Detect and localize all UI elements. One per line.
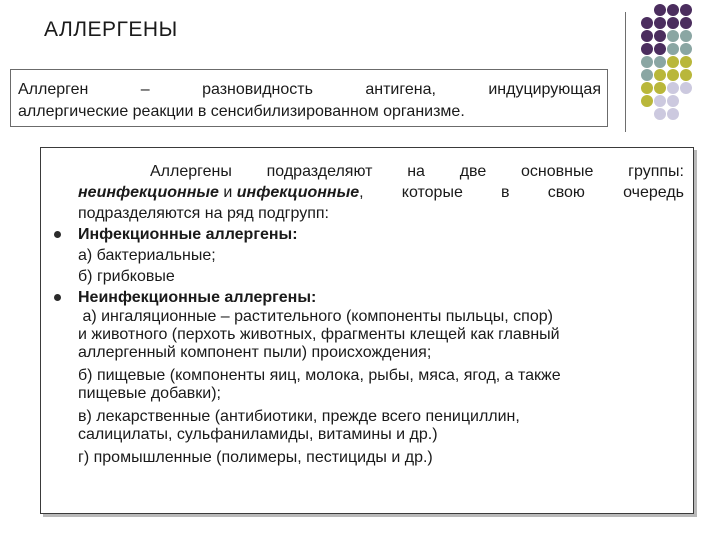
decorative-dot: [641, 30, 653, 42]
decorative-dot: [680, 56, 692, 68]
decorative-dot: [680, 30, 692, 42]
and-word: и: [218, 184, 237, 201]
decorative-dot: [641, 95, 653, 107]
decorative-dot: [680, 82, 692, 94]
intro-line-1: Аллергены подразделяют на две основные группы:: [150, 163, 684, 180]
decorative-dot: [667, 4, 679, 16]
decorative-dot: [667, 108, 679, 120]
noninfectious-item-a-line-1: а) ингаляционные – растительного (компоненты пыльцы, спор): [78, 308, 553, 325]
decorative-dot: [667, 69, 679, 81]
definition-box: [10, 69, 608, 127]
decorative-dot: [667, 95, 679, 107]
noninfectious-word: неинфекционные: [78, 184, 219, 201]
definition-line-2: аллергические реакции в сенсибилизированном организме.: [18, 103, 465, 120]
noninfectious-item-c-line-1: в) лекарственные (антибиотики, прежде всего пенициллин,: [78, 408, 520, 425]
intro-line-2: [78, 182, 684, 203]
decorative-dot: [641, 17, 653, 29]
content-text: [78, 161, 684, 467]
decorative-dot: [654, 69, 666, 81]
decorative-dot: [680, 69, 692, 81]
decorative-dot: [667, 30, 679, 42]
noninfectious-item-b-line-2: пищевые добавки);: [78, 385, 221, 402]
noninfectious-item-c-line-2: салицилаты, сульфаниламиды, витамины и др.): [78, 426, 438, 443]
decorative-dot: [680, 17, 692, 29]
decorative-dot: [641, 43, 653, 55]
noninfectious-item-d-line-1: г) промышленные (полимеры, пестициды и др.): [78, 449, 433, 466]
infectious-heading: [78, 224, 684, 245]
decorative-dot: [680, 4, 692, 16]
decorative-dot: [667, 82, 679, 94]
noninfectious-item-a-line-3: аллергенный компонент пыли) происхождения;: [78, 344, 432, 361]
infectious-word: инфекционные: [236, 184, 360, 201]
decorative-dot: [654, 30, 666, 42]
noninfectious-heading: [78, 287, 684, 308]
noninfectious-item-b-line-1: б) пищевые (компоненты яиц, молока, рыбы, мяса, ягод, а также: [78, 367, 561, 384]
infectious-item-a: а) бактериальные;: [78, 247, 216, 264]
divider-line: [625, 12, 626, 132]
decorative-dot: [667, 43, 679, 55]
bullet-icon: [54, 294, 61, 301]
intro-line-2-tail: , которые в свою очередь: [359, 184, 684, 201]
decorative-dot: [654, 17, 666, 29]
definition-line-1: Аллерген – разновидность антигена, индуцирующая: [18, 81, 601, 98]
decorative-dot: [654, 43, 666, 55]
noninfectious-heading-text: Неинфекционные аллергены:: [78, 289, 317, 306]
decorative-dot: [654, 4, 666, 16]
decorative-dot-grid: [637, 10, 715, 120]
decorative-dot: [680, 43, 692, 55]
decorative-dot: [667, 56, 679, 68]
intro-line-3: подразделяются на ряд подгрупп:: [78, 205, 329, 222]
decorative-dot: [654, 82, 666, 94]
decorative-dot: [654, 108, 666, 120]
infectious-item-b: б) грибковые: [78, 268, 175, 285]
noninfectious-item-a-line-2: и животного (перхоть животных, фрагменты клещей как главный: [78, 326, 560, 343]
slide-title: АЛЛЕРГЕНЫ: [44, 18, 178, 41]
decorative-dot: [654, 95, 666, 107]
decorative-dot: [654, 56, 666, 68]
bullet-icon: [54, 231, 61, 238]
decorative-dot: [641, 82, 653, 94]
infectious-heading-text: Инфекционные аллергены:: [78, 226, 298, 243]
decorative-dot: [641, 56, 653, 68]
decorative-dot: [641, 69, 653, 81]
decorative-dot: [667, 17, 679, 29]
content-box: [40, 147, 694, 514]
